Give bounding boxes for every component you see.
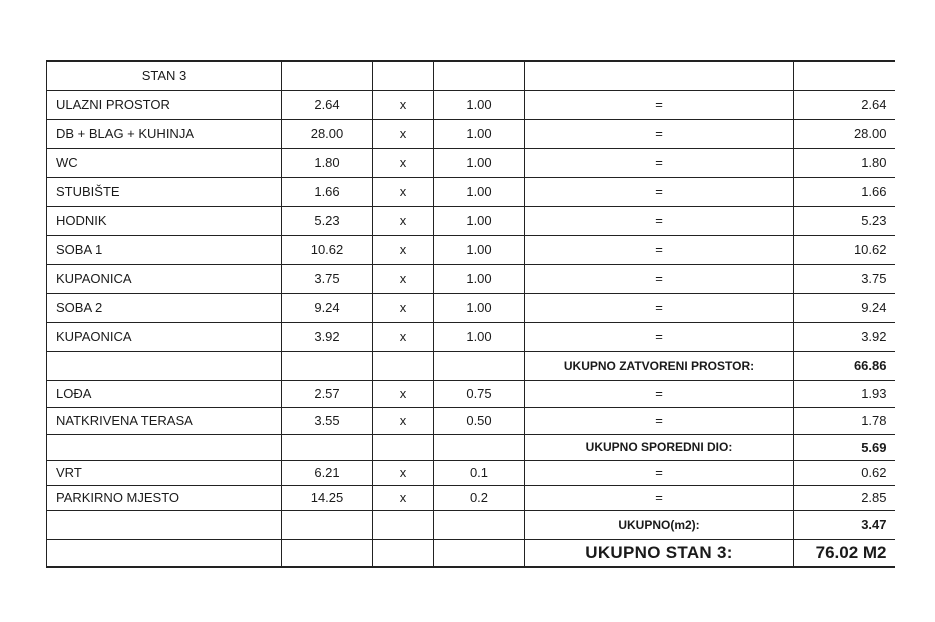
empty-cell [282, 61, 373, 90]
multiply-sign-cell: x [373, 460, 434, 485]
multiply-sign-cell: x [373, 119, 434, 148]
empty-cell [47, 434, 282, 460]
table-row [47, 407, 895, 434]
table-title: STAN 3 [47, 61, 282, 90]
empty-cell [373, 434, 434, 460]
area-cell: 1.66 [282, 177, 373, 206]
room-name-cell: HODNIK [47, 206, 282, 235]
area-cell: 6.21 [282, 460, 373, 485]
empty-cell [47, 351, 282, 380]
coefficient-cell: 1.00 [434, 90, 525, 119]
subtotal-row [47, 510, 895, 539]
coefficient-cell: 1.00 [434, 264, 525, 293]
coefficient-cell: 1.00 [434, 148, 525, 177]
room-name-cell: DB + BLAG + KUHINJA [47, 119, 282, 148]
result-cell: 3.75 [794, 264, 895, 293]
equals-sign-cell: = [525, 407, 794, 434]
room-name-cell: LOĐA [47, 380, 282, 407]
room-name-cell: PARKIRNO MJESTO [47, 485, 282, 510]
area-cell: 2.64 [282, 90, 373, 119]
multiply-sign-cell: x [373, 177, 434, 206]
area-cell: 3.75 [282, 264, 373, 293]
grand-total-row [47, 539, 895, 567]
coefficient-cell: 0.2 [434, 485, 525, 510]
result-cell: 1.66 [794, 177, 895, 206]
area-cell: 3.55 [282, 407, 373, 434]
subtotal-value: 66.86 [794, 351, 895, 380]
equals-sign-cell: = [525, 485, 794, 510]
table-row [47, 264, 895, 293]
empty-cell [794, 61, 895, 90]
room-name-cell: NATKRIVENA TERASA [47, 407, 282, 434]
empty-cell [282, 539, 373, 567]
coefficient-cell: 1.00 [434, 206, 525, 235]
room-name-cell: KUPAONICA [47, 264, 282, 293]
subtotal-label: UKUPNO SPOREDNI DIO: [525, 434, 794, 460]
area-cell: 14.25 [282, 485, 373, 510]
equals-sign-cell: = [525, 235, 794, 264]
equals-sign-cell: = [525, 322, 794, 351]
equals-sign-cell: = [525, 148, 794, 177]
table-row [47, 119, 895, 148]
subtotal-row [47, 434, 895, 460]
table-title-row [47, 61, 895, 90]
area-cell: 2.57 [282, 380, 373, 407]
multiply-sign-cell: x [373, 407, 434, 434]
multiply-sign-cell: x [373, 90, 434, 119]
coefficient-cell: 1.00 [434, 293, 525, 322]
multiply-sign-cell: x [373, 206, 434, 235]
equals-sign-cell: = [525, 293, 794, 322]
empty-cell [434, 61, 525, 90]
result-cell: 1.80 [794, 148, 895, 177]
coefficient-cell: 0.1 [434, 460, 525, 485]
area-cell: 28.00 [282, 119, 373, 148]
area-cell: 1.80 [282, 148, 373, 177]
equals-sign-cell: = [525, 380, 794, 407]
multiply-sign-cell: x [373, 322, 434, 351]
empty-cell [434, 351, 525, 380]
coefficient-cell: 0.75 [434, 380, 525, 407]
room-name-cell: KUPAONICA [47, 322, 282, 351]
equals-sign-cell: = [525, 177, 794, 206]
empty-cell [434, 434, 525, 460]
subtotal-row [47, 351, 895, 380]
multiply-sign-cell: x [373, 264, 434, 293]
subtotal-label: UKUPNO ZATVORENI PROSTOR: [525, 351, 794, 380]
result-cell: 28.00 [794, 119, 895, 148]
result-cell: 1.78 [794, 407, 895, 434]
result-cell: 2.85 [794, 485, 895, 510]
multiply-sign-cell: x [373, 380, 434, 407]
equals-sign-cell: = [525, 264, 794, 293]
area-cell: 9.24 [282, 293, 373, 322]
equals-sign-cell: = [525, 460, 794, 485]
room-name-cell: ULAZNI PROSTOR [47, 90, 282, 119]
result-cell: 1.93 [794, 380, 895, 407]
empty-cell [525, 61, 794, 90]
result-cell: 3.92 [794, 322, 895, 351]
subtotal-value: 5.69 [794, 434, 895, 460]
room-name-cell: SOBA 2 [47, 293, 282, 322]
empty-cell [282, 434, 373, 460]
multiply-sign-cell: x [373, 485, 434, 510]
area-cell: 5.23 [282, 206, 373, 235]
table-row [47, 235, 895, 264]
equals-sign-cell: = [525, 206, 794, 235]
empty-cell [282, 351, 373, 380]
coefficient-cell: 1.00 [434, 322, 525, 351]
table-row [47, 177, 895, 206]
room-name-cell: SOBA 1 [47, 235, 282, 264]
table-row [47, 380, 895, 407]
empty-cell [47, 539, 282, 567]
grand-total-value: 76.02 M2 [794, 539, 895, 567]
equals-sign-cell: = [525, 90, 794, 119]
table-row [47, 293, 895, 322]
empty-cell [434, 510, 525, 539]
equals-sign-cell: = [525, 119, 794, 148]
coefficient-cell: 1.00 [434, 119, 525, 148]
room-name-cell: WC [47, 148, 282, 177]
table-row [47, 322, 895, 351]
table-row [47, 90, 895, 119]
multiply-sign-cell: x [373, 148, 434, 177]
empty-cell [434, 539, 525, 567]
empty-cell [373, 351, 434, 380]
table-row [47, 148, 895, 177]
area-cell: 3.92 [282, 322, 373, 351]
coefficient-cell: 0.50 [434, 407, 525, 434]
subtotal-value: 3.47 [794, 510, 895, 539]
empty-cell [47, 510, 282, 539]
result-cell: 10.62 [794, 235, 895, 264]
empty-cell [282, 510, 373, 539]
coefficient-cell: 1.00 [434, 177, 525, 206]
empty-cell [373, 61, 434, 90]
result-cell: 5.23 [794, 206, 895, 235]
area-calculation-table [46, 60, 895, 568]
result-cell: 2.64 [794, 90, 895, 119]
room-name-cell: STUBIŠTE [47, 177, 282, 206]
result-cell: 0.62 [794, 460, 895, 485]
empty-cell [373, 510, 434, 539]
subtotal-label: UKUPNO(m2): [525, 510, 794, 539]
empty-cell [373, 539, 434, 567]
table-row [47, 485, 895, 510]
multiply-sign-cell: x [373, 293, 434, 322]
room-name-cell: VRT [47, 460, 282, 485]
table-row [47, 206, 895, 235]
coefficient-cell: 1.00 [434, 235, 525, 264]
area-cell: 10.62 [282, 235, 373, 264]
table-row [47, 460, 895, 485]
multiply-sign-cell: x [373, 235, 434, 264]
result-cell: 9.24 [794, 293, 895, 322]
grand-total-label: UKUPNO STAN 3: [525, 539, 794, 567]
